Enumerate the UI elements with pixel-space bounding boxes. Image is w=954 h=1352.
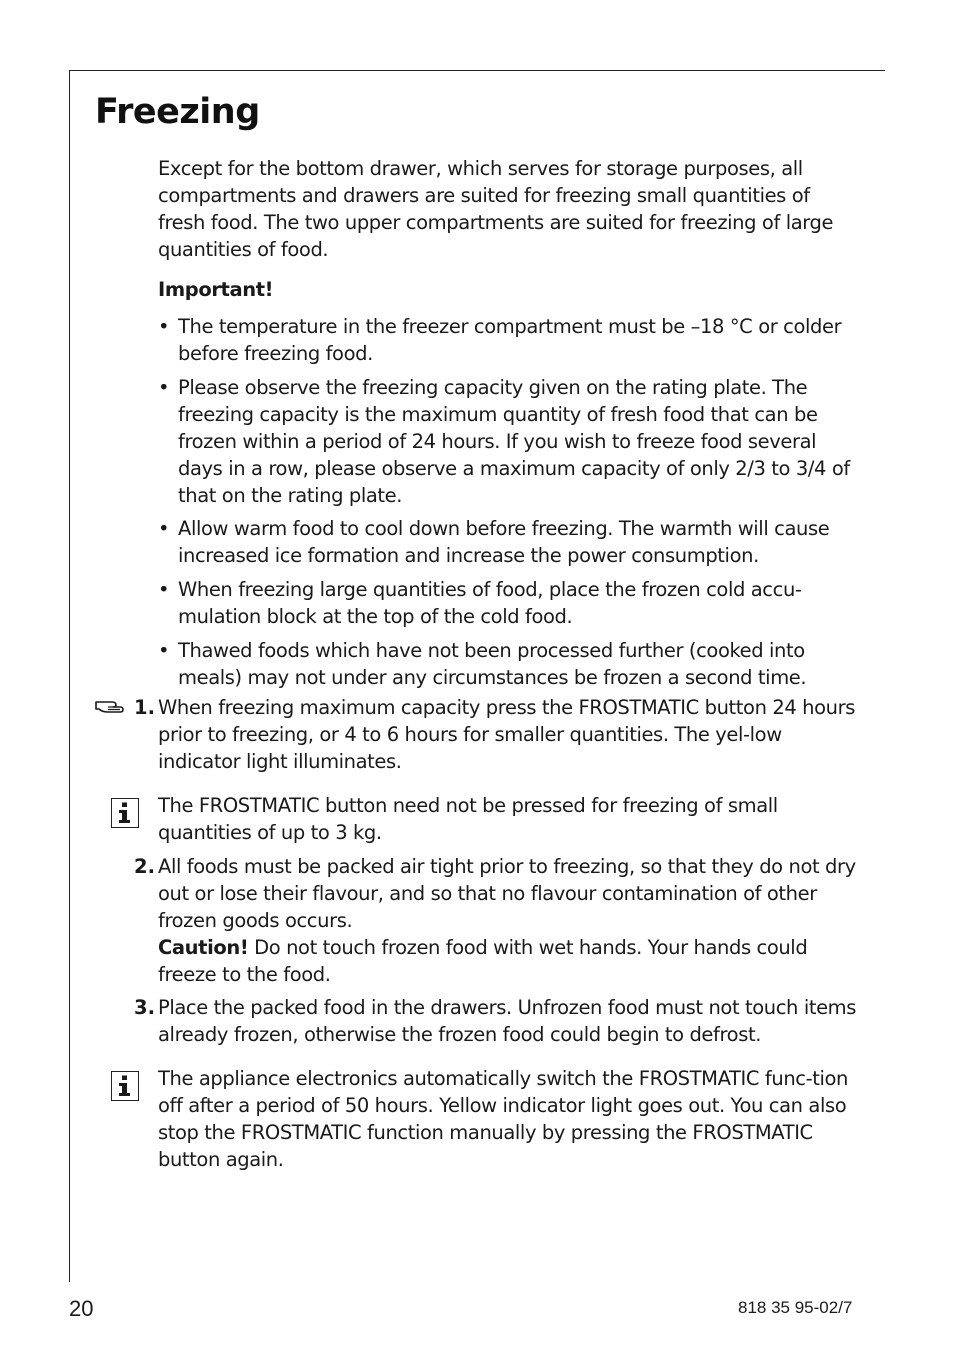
caution-text: Do not touch frozen food with wet hands. Your hands could freeze to the food. xyxy=(158,936,808,986)
page-number: 20 xyxy=(69,1296,94,1321)
step-text: When freezing maximum capacity press the FROSTMATIC button 24 hours prior to freezing, or 4 to 6 hours for smaller quantities. The yel-low indicator light illuminates. xyxy=(158,696,855,773)
step-text-block xyxy=(158,853,858,988)
bullet-item xyxy=(158,576,858,630)
bullet-symbol: • xyxy=(158,639,170,662)
intro-paragraph: Except for the bottom drawer, which serves for storage purposes, all compartments and drawers are suited for freezing small quantities of fresh food. The two upper compartments are suited for freezing of large quantities of food. xyxy=(158,157,834,261)
step-number: 1. xyxy=(134,696,155,719)
bullet-symbol: • xyxy=(158,517,170,540)
bullet-item xyxy=(158,637,858,691)
bullet-item xyxy=(158,313,858,367)
bullet-text: The temperature in the freezer compartment must be –18 °C or colder before freezing food. xyxy=(178,315,842,365)
info-note: The FROSTMATIC button need not be pressed for freezing of small quantities of up to 3 kg. xyxy=(158,794,778,844)
bullet-text: Please observe the freezing capacity given on the rating plate. The freezing capacity is the maximum quantity of fresh food that can be frozen within a period of 24 hours. If you wish to freeze food several days in a row, please observe a maximum capacity of only 2/3 to 3/4 of that on the rating plate. xyxy=(178,376,850,507)
bullet-text: Allow warm food to cool down before freezing. The warmth will cause increased ice formation and increase the power consumption. xyxy=(178,517,830,567)
info-icon xyxy=(111,798,139,828)
page-title: Freezing xyxy=(95,92,260,132)
info-note: The appliance electronics automatically switch the FROSTMATIC func-tion off after a period of 50 hours. Yellow indicator light goes out. You can also stop the FROSTMATIC function manually by pressing the FROSTMATIC button again. xyxy=(158,1067,848,1171)
left-margin-rule xyxy=(69,70,70,1282)
document-code: 818 35 95-02/7 xyxy=(738,1298,853,1317)
caution-label: Caution! xyxy=(158,936,249,959)
bullet-item xyxy=(158,515,858,569)
step-text: Place the packed food in the drawers. Unfrozen food must not touch items already frozen, otherwise the frozen food could begin to defrost. xyxy=(158,996,857,1046)
bullet-text: Thawed foods which have not been processed further (cooked into meals) may not under any circumstances be frozen a second time. xyxy=(178,639,807,689)
bullet-symbol: • xyxy=(158,376,170,399)
pointing-hand-icon xyxy=(94,696,128,722)
step-number: 2. xyxy=(134,855,155,878)
step-number: 3. xyxy=(134,996,155,1019)
bullet-text: When freezing large quantities of food, place the frozen cold accu-mulation block at the top of the cold food. xyxy=(178,578,802,628)
info-icon xyxy=(111,1071,139,1101)
important-heading: Important! xyxy=(158,278,274,301)
bullet-symbol: • xyxy=(158,315,170,338)
bullet-item xyxy=(158,374,858,509)
top-rule xyxy=(69,70,885,71)
step-text: All foods must be packed air tight prior to freezing, so that they do not dry out or lose their flavour, and so that no flavour contamination of other frozen goods occurs. xyxy=(158,855,856,932)
bullet-symbol: • xyxy=(158,578,170,601)
